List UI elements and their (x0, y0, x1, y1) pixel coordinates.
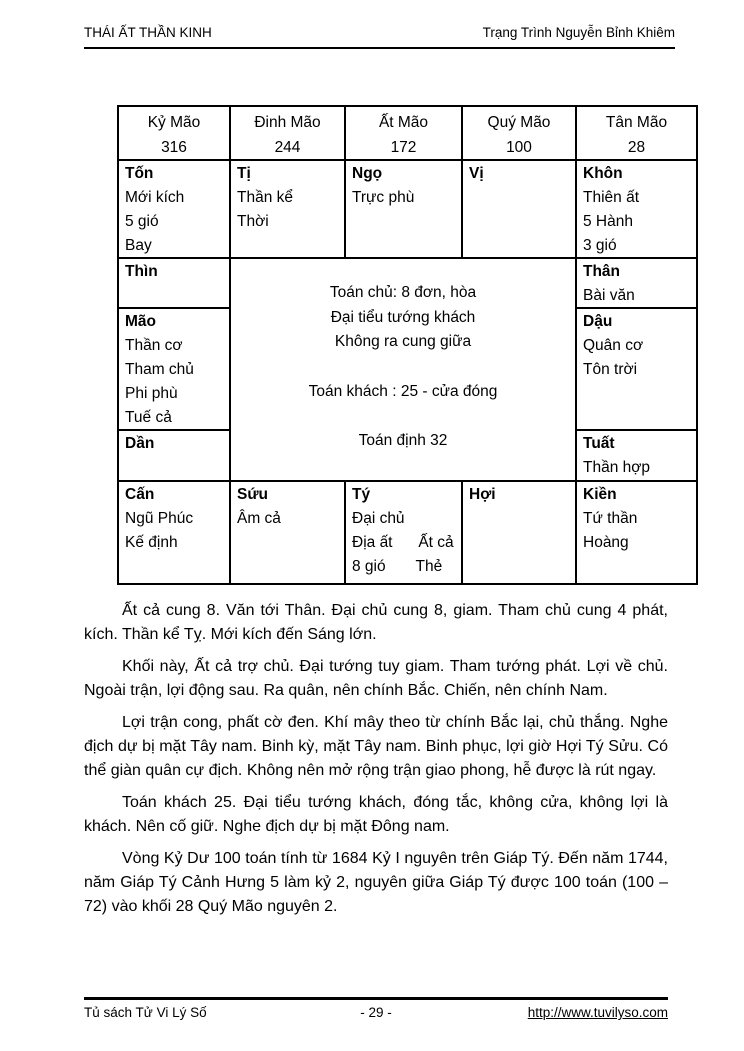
year-name: Kỷ Mão (147, 114, 201, 131)
palace-dan (119, 431, 231, 482)
year-column-quy-mao (463, 107, 577, 161)
palace-ton: Tốn Mới kích 5 gió Bay (119, 161, 231, 259)
paragraph: Vòng Kỷ Dư 100 toán tính từ 1684 Kỷ I nguyên trên Giáp Tý. Đến năm 1744, năm Giáp Tý Cảnh Hưng 5 làm kỷ 2, nguyên giữa Giáp Tý được 100 toán (100 – 72) vào khối 28 Quý Mão nguyên 2. (84, 850, 668, 915)
palace-title: Kiền (583, 486, 617, 503)
footer-library: Tủ sách Tử Vi Lý Số (84, 1005, 207, 1020)
year-value: 100 (506, 139, 532, 156)
toan-dinh-line: Toán định 32 (358, 432, 448, 449)
palace-vi (463, 161, 577, 259)
header-author: Trạng Trình Nguyễn Bỉnh Khiêm (482, 25, 675, 40)
palace-suu: Sứu Âm cả (231, 482, 346, 585)
palace-ti: Tị Thần kể Thời (231, 161, 346, 259)
year-column-ky-mao (119, 107, 231, 161)
year-name: Đinh Mão (254, 114, 321, 131)
palace-title: Khôn (583, 165, 623, 182)
palace-kien: Kiền Tứ thần Hoàng (577, 482, 698, 585)
paragraph: Ất cả cung 8. Văn tới Thân. Đại chủ cung 8, giam. Tham chủ cung 4 phát, kích. Thần kể Tỵ. Mới kích đến Sáng lớn. (84, 602, 668, 643)
paragraph: Toán khách 25. Đại tiểu tướng khách, đóng tắc, không cửa, không lợi là khách. Nên cố giữ. Nghe địch dự bị mặt Đông nam. (84, 794, 668, 835)
palace-ngo: Ngọ Trực phù (346, 161, 463, 259)
palace-title: Thìn (125, 263, 158, 280)
year-column-at-mao (346, 107, 463, 161)
paragraph: Khối này, Ất cả trợ chủ. Đại tướng tuy giam. Tham tướng phát. Lợi về chủ. Ngoài trận, lợi động sau. Ra quân, nên chính Bắc. Chiến, nên chính Nam. (84, 658, 668, 699)
palace-can: Cấn Ngũ Phúc Kế định (119, 482, 231, 585)
palace-hoi (463, 482, 577, 585)
palace-thin (119, 259, 231, 309)
khong-ra-line: Không ra cung giữa (334, 333, 472, 350)
page-footer (84, 997, 668, 1020)
toan-khach-line: Toán khách : 25 - cửa đóng (308, 382, 498, 400)
palace-mao: Mão Thần cơ Tham chủ Phi phù Tuế cả (119, 309, 231, 431)
year-column-tan-mao (577, 107, 698, 161)
palace-ty: Tý Đại chủ Địa ất Ất cả 8 gió Thẻ (346, 482, 463, 585)
year-value: 316 (161, 139, 187, 156)
palace-title: Hợi (469, 486, 496, 503)
palace-title: Thân (583, 263, 621, 280)
palace-title: Tuất (583, 435, 615, 452)
commentary-text (84, 599, 668, 927)
palace-title: Vị (469, 165, 484, 182)
palace-than: Thân Bài văn (577, 259, 698, 309)
year-value: 28 (627, 139, 646, 156)
palace-title: Sứu (237, 486, 269, 503)
year-value: 244 (274, 139, 301, 156)
paragraph: Lợi trận cong, phất cờ đen. Khí mây theo từ chính Bắc lại, chủ thắng. Nghe địch dự bị mặt Tây nam. Binh kỳ, mặt Tây nam. Binh phục, lợi giờ Hợi Tý Sửu. Có thể giàn quân cự địch. Không nên mở rộng trận giao phong, hễ được là rút ngay. (84, 714, 668, 779)
palace-dau: Dậu Quân cơ Tôn trời (577, 309, 698, 431)
footer-page-number: - 29 - (360, 1005, 392, 1020)
palace-khon: Khôn Thiên ất 5 Hành 3 gió (577, 161, 698, 259)
palace-title: Dần (125, 435, 155, 452)
year-value: 172 (390, 139, 417, 156)
toan-chu-line: Toán chủ: 8 đơn, hòa (329, 284, 477, 301)
page-header (84, 25, 675, 49)
year-name: Quý Mão (487, 114, 551, 131)
palace-tuat: Tuất Thần hợp (577, 431, 698, 482)
spacer (237, 404, 569, 429)
palace-title: Tý (352, 486, 371, 503)
palace-title: Mão (125, 313, 156, 330)
palace-title: Dậu (583, 313, 613, 330)
year-name: Tân Mão (605, 114, 668, 131)
year-column-dinh-mao (231, 107, 346, 161)
spacer (237, 355, 569, 380)
dai-tieu-line: Đại tiểu tướng khách (330, 308, 476, 326)
palace-title: Tốn (125, 165, 154, 182)
palace-title: Tị (237, 165, 251, 182)
thai-at-destiny-table (117, 105, 698, 585)
palace-title: Ngọ (352, 165, 383, 182)
center-summary-cell (231, 259, 577, 482)
header-title: THÁI ẤT THẦN KINH (84, 25, 212, 40)
footer-url-link[interactable]: http://www.tuvilyso.com (527, 1005, 669, 1020)
year-name: Ất Mão (378, 114, 429, 131)
palace-title: Cấn (125, 486, 155, 503)
